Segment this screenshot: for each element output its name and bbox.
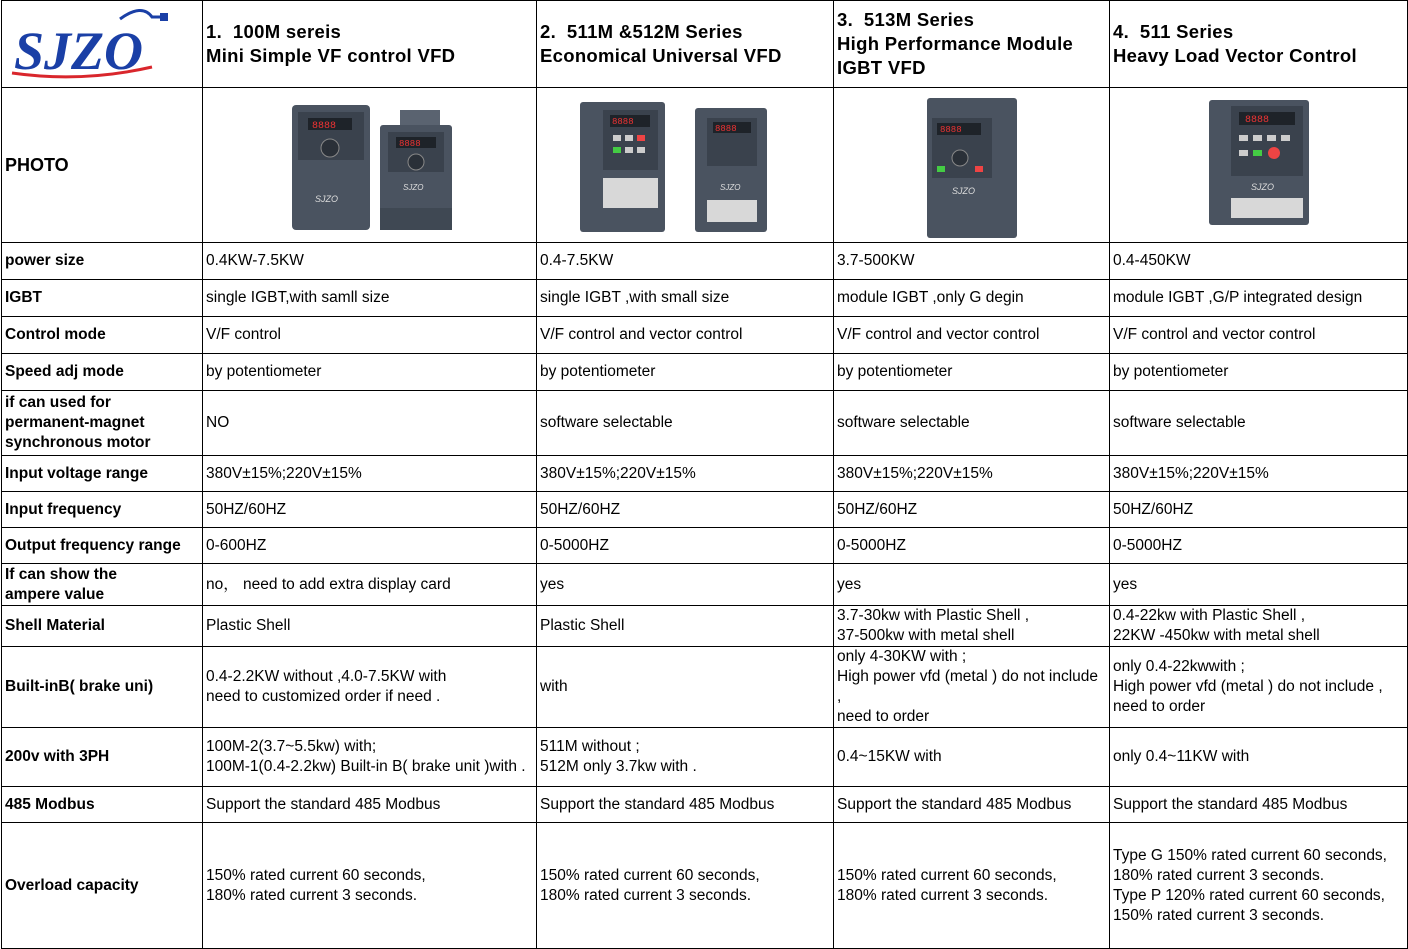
table-cell: 50HZ/60HZ bbox=[537, 492, 834, 528]
sjzo-logo bbox=[2, 1, 197, 81]
table-cell: V/F control bbox=[203, 317, 537, 354]
table-row bbox=[2, 647, 1408, 728]
row-label: Input voltage range bbox=[2, 456, 203, 492]
svg-text:SJZO: SJZO bbox=[14, 21, 144, 81]
row-label: Input frequency bbox=[2, 492, 203, 528]
table-cell: only 0.4-22kwwith ; High power vfd (metal ) do not include , need to order bbox=[1110, 647, 1408, 728]
row-label: 485 Modbus bbox=[2, 787, 203, 823]
table-cell: 100M-2(3.7~5.5kw) with; 100M-1(0.4-2.2kw) Built-in B( brake unit )with . bbox=[203, 728, 537, 787]
table-cell: 50HZ/60HZ bbox=[1110, 492, 1408, 528]
photo-511m-512m bbox=[537, 88, 834, 243]
svg-text:8888: 8888 bbox=[1244, 115, 1269, 126]
table-cell: 0.4-2.2KW without ,4.0-7.5KW with need to customized order if need . bbox=[203, 647, 537, 728]
table-cell: 150% rated current 60 seconds, 180% rated current 3 seconds. bbox=[834, 823, 1110, 949]
header-col-2: 2. 511M &512M Series Economical Universal VFD bbox=[537, 1, 834, 88]
photo-100m bbox=[203, 88, 537, 243]
table-cell: single IGBT ,with small size bbox=[537, 280, 834, 317]
vfd-device-image bbox=[260, 90, 480, 240]
row-label: Speed adj mode bbox=[2, 354, 203, 391]
table-cell: module IGBT ,only G degin bbox=[834, 280, 1110, 317]
svg-text:SJZO: SJZO bbox=[1250, 182, 1274, 192]
table-cell: 150% rated current 60 seconds, 180% rated current 3 seconds. bbox=[203, 823, 537, 949]
svg-text:8888: 8888 bbox=[715, 124, 737, 134]
table-cell: Support the standard 485 Modbus bbox=[834, 787, 1110, 823]
table-cell: 50HZ/60HZ bbox=[203, 492, 537, 528]
table-cell: single IGBT,with samll size bbox=[203, 280, 537, 317]
vfd-device-image bbox=[902, 90, 1042, 240]
row-label: Control mode bbox=[2, 317, 203, 354]
table-row bbox=[2, 606, 1408, 647]
table-cell: with bbox=[537, 647, 834, 728]
photo-row bbox=[2, 88, 1408, 243]
table-cell: Support the standard 485 Modbus bbox=[1110, 787, 1408, 823]
table-cell: 3.7-30kw with Plastic Shell , 37-500kw with metal shell bbox=[834, 606, 1110, 647]
header-row bbox=[2, 1, 1408, 88]
table-cell: Plastic Shell bbox=[203, 606, 537, 647]
table-cell: 0.4KW-7.5KW bbox=[203, 243, 537, 280]
table-cell: 0.4-22kw with Plastic Shell , 22KW -450kw with metal shell bbox=[1110, 606, 1408, 647]
svg-text:8888: 8888 bbox=[612, 117, 634, 127]
table-cell: V/F control and vector control bbox=[1110, 317, 1408, 354]
table-cell: 380V±15%;220V±15% bbox=[203, 456, 537, 492]
table-cell: by potentiometer bbox=[203, 354, 537, 391]
table-row bbox=[2, 728, 1408, 787]
header-col-4: 4. 511 Series Heavy Load Vector Control bbox=[1110, 1, 1408, 88]
table-cell: Support the standard 485 Modbus bbox=[203, 787, 537, 823]
header-col-3: 3. 513M Series High Performance Module IGBT VFD bbox=[834, 1, 1110, 88]
table-cell: 0.4-450KW bbox=[1110, 243, 1408, 280]
table-cell: yes bbox=[537, 564, 834, 606]
row-label: power size bbox=[2, 243, 203, 280]
table-cell: software selectable bbox=[537, 391, 834, 456]
table-row bbox=[2, 354, 1408, 391]
table-cell: Plastic Shell bbox=[537, 606, 834, 647]
table-cell: V/F control and vector control bbox=[834, 317, 1110, 354]
table-row bbox=[2, 492, 1408, 528]
row-label: Built-inB( brake uni) bbox=[2, 647, 203, 728]
table-row bbox=[2, 391, 1408, 456]
table-cell: Support the standard 485 Modbus bbox=[537, 787, 834, 823]
row-label: Overload capacity bbox=[2, 823, 203, 949]
vfd-device-image bbox=[555, 90, 815, 240]
table-row bbox=[2, 243, 1408, 280]
table-row bbox=[2, 280, 1408, 317]
svg-text:SJZO: SJZO bbox=[402, 183, 423, 192]
logo-cell bbox=[2, 1, 203, 88]
table-cell: 0-5000HZ bbox=[834, 528, 1110, 564]
table-cell: 0.4-7.5KW bbox=[537, 243, 834, 280]
table-cell: 380V±15%;220V±15% bbox=[834, 456, 1110, 492]
table-row bbox=[2, 823, 1408, 949]
table-row bbox=[2, 564, 1408, 606]
table-cell: 511M without ; 512M only 3.7kw with . bbox=[537, 728, 834, 787]
table-cell: 0.4~15KW with bbox=[834, 728, 1110, 787]
table-cell: by potentiometer bbox=[1110, 354, 1408, 391]
row-label: Output frequency range bbox=[2, 528, 203, 564]
table-cell: only 4-30KW with ; High power vfd (metal ) do not include , need to order bbox=[834, 647, 1110, 728]
table-cell: software selectable bbox=[834, 391, 1110, 456]
table-cell: no， need to add extra display card bbox=[203, 564, 537, 606]
table-cell: 380V±15%;220V±15% bbox=[537, 456, 834, 492]
table-cell: 0-5000HZ bbox=[537, 528, 834, 564]
table-row bbox=[2, 528, 1408, 564]
table-cell: by potentiometer bbox=[834, 354, 1110, 391]
table-cell: 380V±15%;220V±15% bbox=[1110, 456, 1408, 492]
table-cell: module IGBT ,G/P integrated design bbox=[1110, 280, 1408, 317]
table-cell: yes bbox=[834, 564, 1110, 606]
svg-text:SJZO: SJZO bbox=[951, 186, 975, 196]
row-label: if can used for permanent-magnet synchronous motor bbox=[2, 391, 203, 456]
table-cell: NO bbox=[203, 391, 537, 456]
row-label: 200v with 3PH bbox=[2, 728, 203, 787]
photo-513m bbox=[834, 88, 1110, 243]
table-cell: 0-5000HZ bbox=[1110, 528, 1408, 564]
table-cell: only 0.4~11KW with bbox=[1110, 728, 1408, 787]
row-label: IGBT bbox=[2, 280, 203, 317]
table-cell: 3.7-500KW bbox=[834, 243, 1110, 280]
svg-text:8888: 8888 bbox=[939, 125, 962, 135]
table-cell: V/F control and vector control bbox=[537, 317, 834, 354]
table-cell: by potentiometer bbox=[537, 354, 834, 391]
table-cell: 0-600HZ bbox=[203, 528, 537, 564]
table-cell: software selectable bbox=[1110, 391, 1408, 456]
table-cell: 50HZ/60HZ bbox=[834, 492, 1110, 528]
table-row bbox=[2, 317, 1408, 354]
svg-text:8888: 8888 bbox=[311, 121, 336, 132]
row-label: If can show the ampere value bbox=[2, 564, 203, 606]
row-label: Shell Material bbox=[2, 606, 203, 647]
photo-label: PHOTO bbox=[2, 88, 203, 243]
table-cell: Type G 150% rated current 60 seconds, 180% rated current 3 seconds. Type P 120% rated current 60 seconds, 150% rated current 3 seconds. bbox=[1110, 823, 1408, 949]
photo-511 bbox=[1110, 88, 1408, 243]
svg-text:8888: 8888 bbox=[398, 139, 421, 149]
table-cell: 150% rated current 60 seconds, 180% rated current 3 seconds. bbox=[537, 823, 834, 949]
table-row bbox=[2, 787, 1408, 823]
svg-text:SJZO: SJZO bbox=[720, 183, 741, 192]
header-col-1: 1. 100M sereis Mini Simple VF control VFD bbox=[203, 1, 537, 88]
table-cell: yes bbox=[1110, 564, 1408, 606]
vfd-device-image bbox=[1189, 90, 1329, 240]
svg-text:SJZO: SJZO bbox=[314, 194, 338, 204]
comparison-table bbox=[1, 0, 1408, 949]
table-row bbox=[2, 456, 1408, 492]
